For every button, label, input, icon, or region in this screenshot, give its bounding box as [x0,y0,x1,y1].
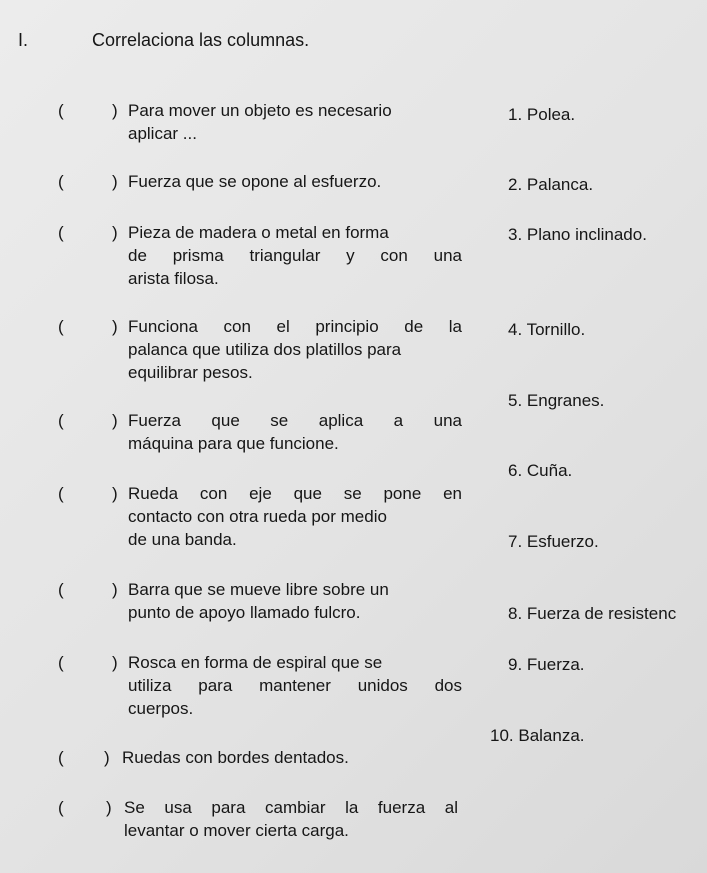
question-5-line-1: Fuerza que se aplica a una [128,411,462,430]
question-1-line-2: aplicar ... [128,124,197,143]
answer-blank-close: ) [112,411,118,430]
question-1-line-1: Para mover un objeto es necesario [128,101,392,120]
question-4-line-3: equilibrar pesos. [128,363,253,382]
question-7-line-2: punto de apoyo llamado fulcro. [128,603,361,622]
question-5-line-2: máquina para que funcione. [128,434,339,453]
option-item: 4. Tornillo. [508,320,586,339]
option-item: 2. Palanca. [508,175,594,194]
option-item: 1. Polea. [508,105,576,124]
question-3-line-2: de prisma triangular y con una [128,246,462,265]
question-10-line-2: levantar o mover cierta carga. [124,821,349,840]
answer-blank-close: ) [112,101,118,120]
question-4-line-1: Funciona con el principio de la [128,317,462,336]
option-item: 10. Balanza. [490,726,585,745]
question-3-line-3: arista filosa. [128,269,219,288]
question-10-line-1: Se usa para cambiar la fuerza al [124,798,458,817]
option-item: 7. Esfuerzo. [508,532,599,551]
answer-blank-close: ) [112,317,118,336]
answer-blank-open[interactable]: ( [58,172,64,191]
question-8-line-1: Rosca en forma de espiral que se [128,653,383,672]
question-6-line-3: de una banda. [128,530,237,549]
answer-blank-open[interactable]: ( [58,101,64,120]
option-item: 6. Cuña. [508,461,573,480]
question-9-line-1: Ruedas con bordes dentados. [122,748,349,767]
option-item: 5. Engranes. [508,391,605,410]
section-title: Correlaciona las columnas. [92,30,310,50]
section-numeral: I. [18,30,29,50]
answer-blank-open[interactable]: ( [58,653,64,672]
answer-blank-close: ) [112,484,118,503]
answer-blank-close: ) [104,748,110,767]
option-item: 8. Fuerza de resistenc [508,604,677,623]
question-6-line-1: Rueda con eje que se pone en [128,484,462,503]
question-8-line-2: utiliza para mantener unidos dos [128,676,462,695]
question-2-line-1: Fuerza que se opone al esfuerzo. [128,172,382,191]
answer-blank-close: ) [112,653,118,672]
option-item: 9. Fuerza. [508,655,585,674]
question-3-line-1: Pieza de madera o metal en forma [128,223,389,242]
answer-blank-close: ) [112,580,118,599]
answer-blank-open[interactable]: ( [58,748,64,767]
answer-blank-close: ) [106,798,112,817]
question-4-line-2: palanca que utiliza dos platillos para [128,340,402,359]
option-item: 3. Plano inclinado. [508,225,647,244]
answer-blank-close: ) [112,223,118,242]
answer-blank-open[interactable]: ( [58,798,64,817]
question-7-line-1: Barra que se mueve libre sobre un [128,580,389,599]
answer-blank-open[interactable]: ( [58,484,64,503]
answer-blank-open[interactable]: ( [58,223,64,242]
answer-blank-open[interactable]: ( [58,317,64,336]
answer-blank-close: ) [112,172,118,191]
answer-blank-open[interactable]: ( [58,411,64,430]
question-6-line-2: contacto con otra rueda por medio [128,507,387,526]
question-8-line-3: cuerpos. [128,699,194,718]
answer-blank-open[interactable]: ( [58,580,64,599]
